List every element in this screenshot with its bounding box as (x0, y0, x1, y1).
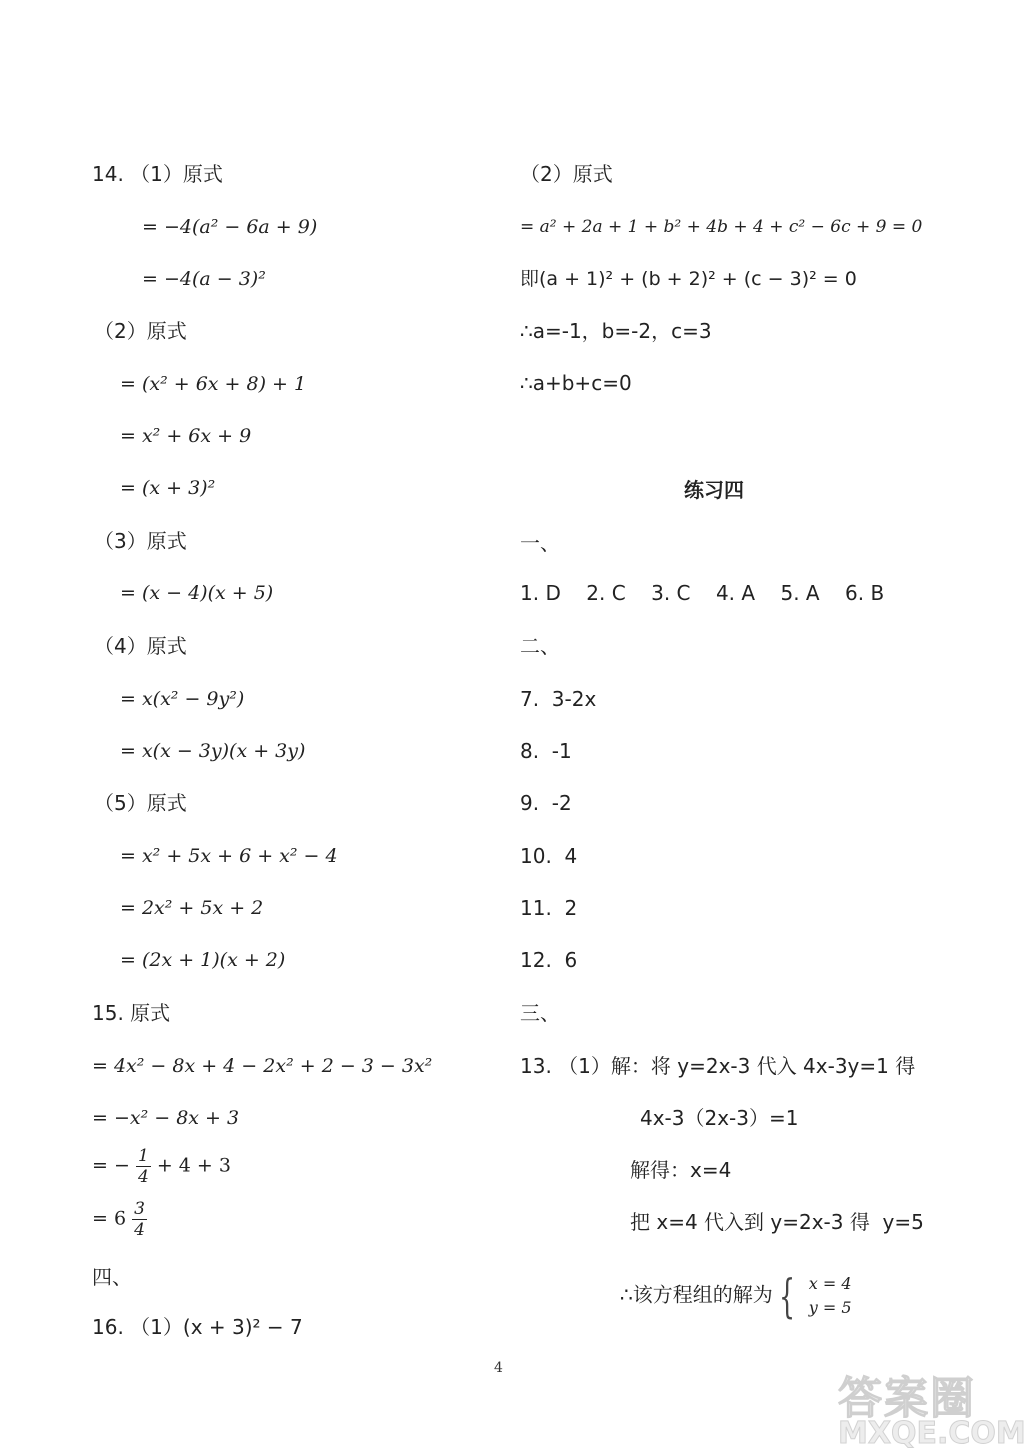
answer-9: 9. -2 (520, 791, 572, 815)
section-four-heading: 四、 (92, 1265, 132, 1289)
fraction (132, 1199, 147, 1240)
q14-1-heading: 14. （1）原式 (92, 162, 223, 186)
section-two-heading: 二、 (520, 634, 560, 658)
q13-1-conclusion-text: ∴该方程组的解为 (620, 1282, 773, 1307)
q15-step3-prefix: = − (92, 1154, 130, 1177)
equation-system (809, 1272, 852, 1320)
q14-5-step2: = 2x² + 5x + 2 (120, 897, 264, 919)
q13-1-heading: 13. （1）解：将 y=2x-3 代入 4x-3y=1 得 (520, 1054, 916, 1078)
q16-1-line: 16. （1）(x + 3)² − 7 (92, 1315, 303, 1339)
watermark-logo (838, 1362, 1026, 1452)
answer-8: 8. -1 (520, 739, 572, 763)
section-three-heading: 三、 (520, 1001, 560, 1025)
q14-2b-step4: ∴a+b+c=0 (520, 371, 632, 395)
left-brace-icon: { (779, 1269, 796, 1323)
q15-step2: = −x² − 8x + 3 (92, 1107, 240, 1129)
q15-step4 (92, 1199, 147, 1240)
q14-2b-step1: = a² + 2a + 1 + b² + 4b + 4 + c² − 6c + 9 = 0 (520, 217, 923, 237)
q14-4-step2: = x(x − 3y)(x + 3y) (120, 740, 306, 762)
q14-2-step2: = x² + 6x + 9 (120, 425, 252, 447)
watermark-site-text: MXQE.COM (838, 1416, 1026, 1451)
q13-1-step2: 解得：x=4 (630, 1158, 732, 1182)
multiple-choice-answers: 1. D 2. C 3. C 4. A 5. A 6. B (520, 581, 885, 605)
q14-2-step3: = (x + 3)² (120, 477, 216, 499)
q14-5-step3: = (2x + 1)(x + 2) (120, 949, 286, 971)
system-equation-y: y = 5 (808, 1298, 852, 1317)
system-equation-x: x = 4 (808, 1274, 852, 1293)
answer-7: 7. 3-2x (520, 687, 597, 711)
answer-12: 12. 6 (520, 948, 578, 972)
q13-1-step1: 4x-3（2x-3）=1 (640, 1106, 799, 1130)
q14-2b-step3: ∴a=-1，b=-2，c=3 (520, 319, 712, 343)
q13-1-step3: 把 x=4 代入到 y=2x-3 得 y=5 (630, 1210, 924, 1234)
q14-3-step1: = (x − 4)(x + 5) (120, 582, 274, 604)
q14-4-step1: = x(x² − 9y²) (120, 688, 245, 710)
fraction (136, 1146, 151, 1187)
q15-heading: 15. 原式 (92, 1001, 171, 1025)
q14-1-step1: = −4(a² − 6a + 9) (142, 216, 318, 238)
answer-11: 11. 2 (520, 896, 578, 920)
q14-2b-step2: 即(a + 1)² + (b + 2)² + (c − 3)² = 0 (520, 268, 857, 290)
fraction-numerator: 3 (134, 1199, 145, 1219)
q14-5-step1: = x² + 5x + 6 + x² − 4 (120, 845, 338, 867)
q14-2b-heading: （2）原式 (520, 162, 613, 186)
q14-2-heading: （2）原式 (94, 319, 187, 343)
fraction-denominator: 4 (134, 1220, 145, 1240)
q15-step3 (92, 1146, 231, 1187)
q14-2-step1: = (x² + 6x + 8) + 1 (120, 373, 307, 395)
q13-1-conclusion (620, 1269, 852, 1323)
exercise-title: 练习四 (684, 478, 744, 502)
watermark-logo-text: 答案圈 (838, 1373, 976, 1424)
q14-1-step2: = −4(a − 3)² (142, 268, 266, 290)
fraction-denominator: 4 (137, 1167, 149, 1187)
section-one-heading: 一、 (520, 531, 560, 555)
page-number: 4 (494, 1360, 503, 1376)
q14-4-heading: （4）原式 (94, 634, 187, 658)
answer-10: 10. 4 (520, 844, 578, 868)
q15-step4-prefix: = 6 (92, 1207, 127, 1230)
q15-step3-rest: + 4 + 3 (156, 1154, 231, 1177)
q14-3-heading: （3）原式 (94, 529, 187, 553)
q15-step1: = 4x² − 8x + 4 − 2x² + 2 − 3 − 3x² (92, 1055, 433, 1077)
fraction-numerator: 1 (137, 1146, 149, 1166)
q14-5-heading: （5）原式 (94, 791, 187, 815)
